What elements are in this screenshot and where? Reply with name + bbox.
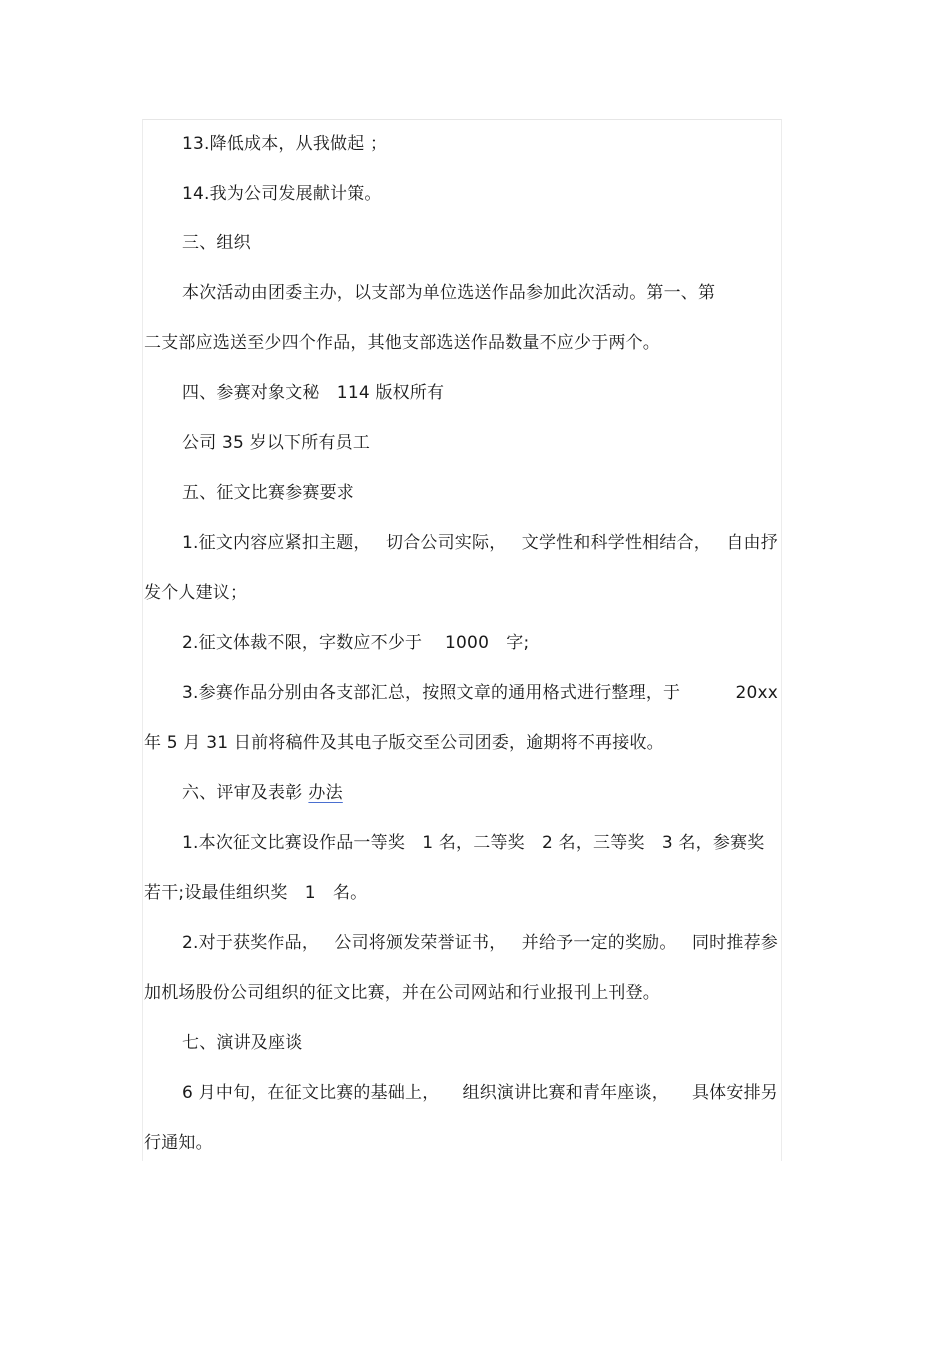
heading-review-prefix: 六、评审及表彰 bbox=[182, 783, 303, 803]
requirement-3-line-2: 年 5 月 31 日前将稿件及其电子版交至公司团委，逾期将不再接收。 bbox=[144, 733, 664, 753]
heading-organization: 三、组织 bbox=[182, 233, 251, 253]
award-2-part: 公司将颁发荣誉证书， bbox=[334, 933, 507, 953]
participants-text: 公司 35 岁以下所有员工 bbox=[182, 433, 371, 453]
speech-part: 具体安排另 bbox=[691, 1083, 778, 1103]
award-1-line-2: 若干;设最佳组织奖 1 名。 bbox=[144, 883, 368, 903]
requirement-1-part: 1.征文内容应紧扣主题， bbox=[182, 533, 371, 553]
speech-part: 6 月中旬，在征文比赛的基础上， bbox=[182, 1083, 440, 1103]
paragraph-organization-line-1: 本次活动由团委主办，以支部为单位选送作品参加此次活动。第一、第 bbox=[182, 283, 716, 303]
award-2-part: 同时推荐参 bbox=[691, 933, 778, 953]
speech-line-1 bbox=[182, 1083, 778, 1103]
review-methods-link[interactable]: 办法 bbox=[308, 783, 343, 803]
requirement-1-line-2: 发个人建议； bbox=[144, 583, 248, 603]
heading-requirements: 五、征文比赛参赛要求 bbox=[182, 483, 354, 503]
speech-part: 组织演讲比赛和青年座谈， bbox=[462, 1083, 669, 1103]
heading-speech: 七、演讲及座谈 bbox=[182, 1033, 303, 1053]
item-14: 14.我为公司发展献计策。 bbox=[182, 184, 382, 204]
heading-review bbox=[182, 783, 343, 803]
requirement-1-part: 自由抒 bbox=[726, 533, 778, 553]
requirement-3-part: 20xx bbox=[735, 683, 778, 703]
requirement-3-line-1 bbox=[182, 683, 778, 703]
award-2-line-1 bbox=[182, 933, 778, 953]
speech-line-2: 行通知。 bbox=[144, 1133, 213, 1153]
award-1-line-1 bbox=[182, 833, 778, 853]
award-2-line-2: 加机场股份公司组织的征文比赛，并在公司网站和行业报刊上刊登。 bbox=[144, 983, 660, 1003]
paragraph-organization-line-2: 二支部应选送至少四个作品，其他支部选送作品数量不应少于两个。 bbox=[144, 333, 660, 353]
award-2-part: 并给予一定的奖励。 bbox=[521, 933, 677, 953]
award-1-part: 1.本次征文比赛设作品一等奖 1 名，二等奖 2 名，三等奖 3 名，参赛奖 bbox=[182, 833, 765, 853]
heading-participants: 四、参赛对象文秘 114 版权所有 bbox=[182, 383, 445, 403]
requirement-2: 2.征文体裁不限，字数应不少于 1000 字; bbox=[182, 633, 530, 653]
requirement-1-line-1 bbox=[182, 533, 778, 553]
requirement-1-part: 切合公司实际， bbox=[386, 533, 507, 553]
item-13: 13.降低成本，从我做起 ； bbox=[182, 134, 388, 154]
requirement-3-part: 3.参赛作品分别由各支部汇总，按照文章的通用格式进行整理，于 bbox=[182, 683, 681, 703]
requirement-1-part: 文学性和科学性相结合， bbox=[521, 533, 711, 553]
award-2-part: 2.对于获奖作品， bbox=[182, 933, 320, 953]
